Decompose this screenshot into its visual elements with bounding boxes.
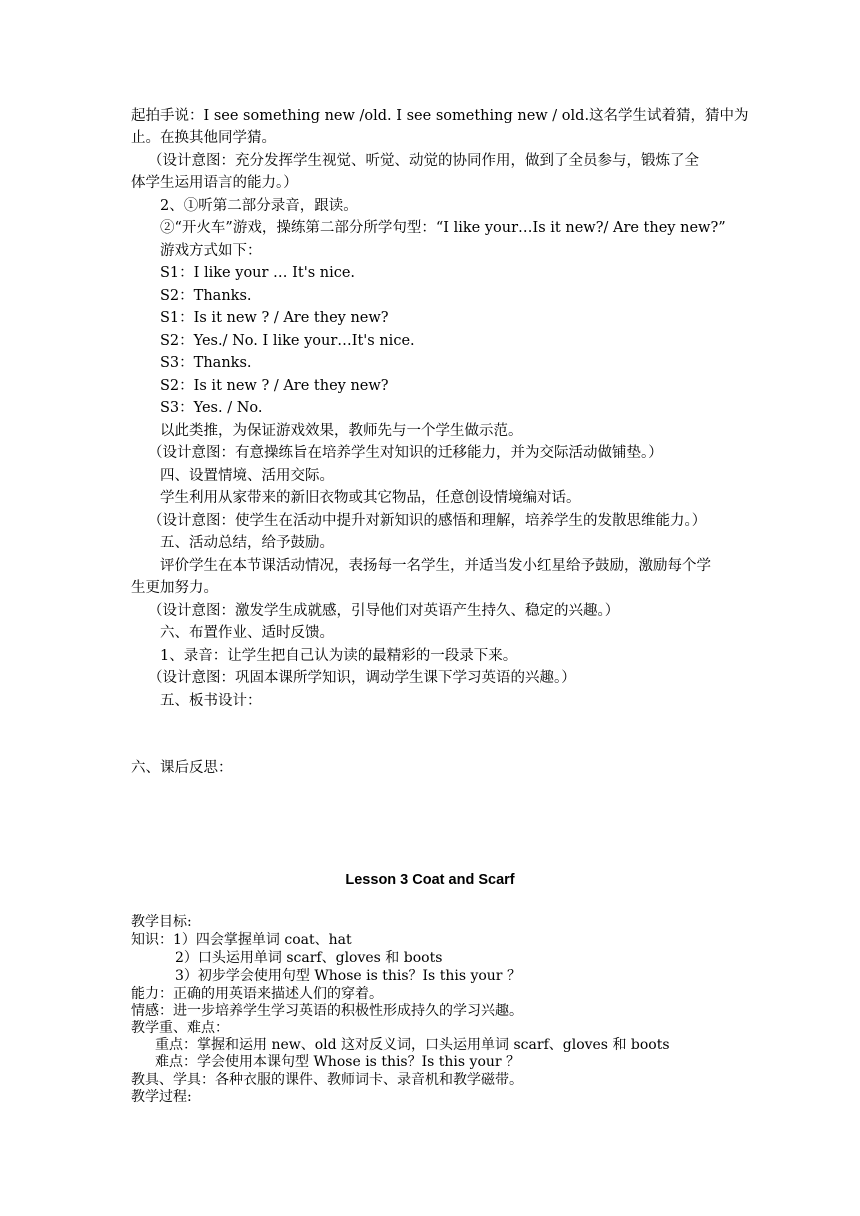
paragraph-line: 评价学生在本节课活动情况，表扬每一名学生，并适当发小红星给予鼓励，激励每个学 (160, 558, 711, 574)
focus-heading: 教学重、难点： (131, 1020, 229, 1036)
lesson-title: Lesson 3 Coat and Scarf (345, 872, 515, 888)
paragraph-line: 学生利用从家带来的新旧衣物或其它物品，任意创设情境编对话。 (160, 490, 581, 506)
design-intent-line: （设计意图：激发学生成就感，引导他们对英语产生持久、稳定的兴趣。） (148, 603, 620, 619)
difficulty-line: 难点：学会使用本课句型 Whose is this？Is this your ？ (155, 1054, 521, 1070)
dialogue-line: S1：Is it new ? / Are they new? (160, 310, 389, 326)
step-line: ②“开火车”游戏，操练第二部分所学句型：“I like your…Is it new?/ Are they new?” (160, 220, 726, 236)
design-intent-line: （设计意图：使学生在活动中提升对新知识的感悟和理解，培养学生的发散思维能力。） (148, 513, 707, 529)
materials-line: 教具、学具：各种衣服的课件、教师词卡、录音机和教学磁带。 (131, 1072, 523, 1088)
step-line: 2、①听第二部分录音，跟读。 (160, 198, 358, 214)
objective-line: 2）口头运用单词 scarf、gloves 和 boots (175, 950, 443, 966)
design-intent-line: （设计意图：有意操练旨在培养学生对知识的迁移能力，并为交际活动做铺垫。） (148, 445, 663, 461)
paragraph-line: 游戏方式如下： (160, 243, 262, 259)
section-heading: 六、布置作业、适时反馈。 (160, 625, 334, 641)
objective-line: 情感：进一步培养学生学习英语的积极性形成持久的学习兴趣。 (131, 1003, 523, 1019)
paragraph-line: 起拍手说：I see something new /old. I see something new / old.这名学生试着猜，猜中为 (131, 108, 749, 124)
reflection-heading: 六、课后反思： (131, 760, 233, 776)
focus-line: 重点：掌握和运用 new、old 这对反义词，口头运用单词 scarf、gloves 和 boots (155, 1037, 670, 1053)
section-heading: 五、活动总结，给予鼓励。 (160, 535, 334, 551)
step-line: 1、录音：让学生把自己认为读的最精彩的一段录下来。 (160, 648, 518, 664)
process-heading: 教学过程: (131, 1089, 192, 1105)
paragraph-line: 体学生运用语言的能力。） (131, 175, 298, 191)
dialogue-line: S3：Yes. / No. (160, 400, 263, 416)
design-intent-line: （设计意图：巩固本课所学知识，调动学生课下学习英语的兴趣。） (148, 670, 576, 686)
dialogue-line: S3：Thanks. (160, 355, 252, 371)
paragraph-line: 生更加努力。 (131, 580, 218, 596)
objective-line: 知识：1）四会掌握单词 coat、hat (131, 932, 352, 948)
dialogue-line: S2：Is it new ? / Are they new? (160, 378, 389, 394)
objective-line: 3）初步学会使用句型 Whose is this？Is this your ？ (175, 968, 521, 984)
objectives-heading: 教学目标: (131, 914, 192, 930)
section-heading: 五、板书设计： (160, 693, 262, 709)
paragraph-line: 以此类推，为保证游戏效果，教师先与一个学生做示范。 (160, 423, 523, 439)
paragraph-line: 止。在换其他同学猜。 (131, 130, 276, 146)
dialogue-line: S2：Thanks. (160, 288, 252, 304)
objective-line: 能力：正确的用英语来描述人们的穿着。 (131, 986, 383, 1002)
dialogue-line: S2：Yes./ No. I like your…It's nice. (160, 333, 415, 349)
design-intent-line: （设计意图：充分发挥学生视觉、听觉、动觉的协同作用，做到了全员参与，锻炼了全 (148, 153, 699, 169)
section-heading: 四、设置情境、活用交际。 (160, 468, 334, 484)
dialogue-line: S1：I like your … It's nice. (160, 265, 356, 281)
